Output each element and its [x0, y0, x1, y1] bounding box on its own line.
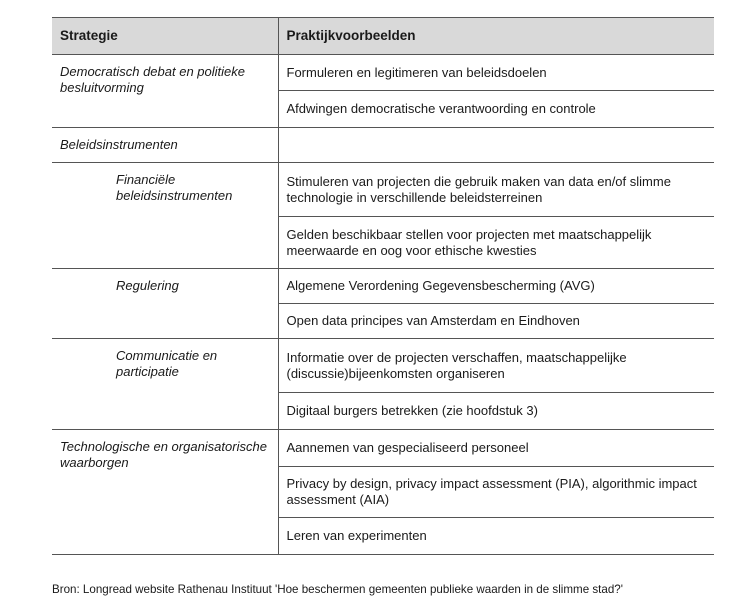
table-row: [52, 430, 714, 467]
example-cell: [278, 128, 714, 163]
table-row: [52, 55, 714, 91]
strategy-cell: Financiële beleidsinstrumenten: [52, 163, 278, 269]
strategy-cell: Communicatie en participatie: [52, 339, 278, 430]
example-cell: Open data principes van Amsterdam en Eindhoven: [278, 304, 714, 339]
table-row: [52, 128, 714, 163]
example-cell: Afdwingen democratische verantwoording en controle: [278, 91, 714, 128]
table-row: [52, 163, 714, 217]
example-cell: Digitaal burgers betrekken (zie hoofdstuk 3): [278, 393, 714, 430]
example-cell: Stimuleren van projecten die gebruik maken van data en/of slimme technologie in verschillende beleidsterreinen: [278, 163, 714, 217]
header-praktijkvoorbeelden: Praktijkvoorbeelden: [278, 18, 714, 55]
example-cell: Gelden beschikbaar stellen voor projecten met maatschappelijk meerwaarde en oog voor ethische kwesties: [278, 217, 714, 269]
table-row: [52, 269, 714, 304]
strategy-table: [52, 17, 714, 555]
strategy-cell: Regulering: [52, 269, 278, 339]
strategy-cell: Technologische en organisatorische waarborgen: [52, 430, 278, 555]
header-strategie: Strategie: [52, 18, 278, 55]
table-row: [52, 339, 714, 393]
table-body: [52, 55, 714, 555]
example-cell: Privacy by design, privacy impact assessment (PIA), algorithmic impact assessment (AIA): [278, 467, 714, 518]
strategy-cell: Democratisch debat en politieke besluitvorming: [52, 55, 278, 128]
source-note: Bron: Longread website Rathenau Instituut 'Hoe beschermen gemeenten publieke waarden in de slimme stad?': [52, 583, 623, 596]
strategy-cell: Beleidsinstrumenten: [52, 128, 278, 163]
example-cell: Formuleren en legitimeren van beleidsdoelen: [278, 55, 714, 91]
table-header-row: [52, 18, 714, 55]
example-cell: Aannemen van gespecialiseerd personeel: [278, 430, 714, 467]
example-cell: Algemene Verordening Gegevensbescherming (AVG): [278, 269, 714, 304]
example-cell: Informatie over de projecten verschaffen, maatschappelijke (discussie)bijeenkomsten organiseren: [278, 339, 714, 393]
example-cell: Leren van experimenten: [278, 518, 714, 555]
